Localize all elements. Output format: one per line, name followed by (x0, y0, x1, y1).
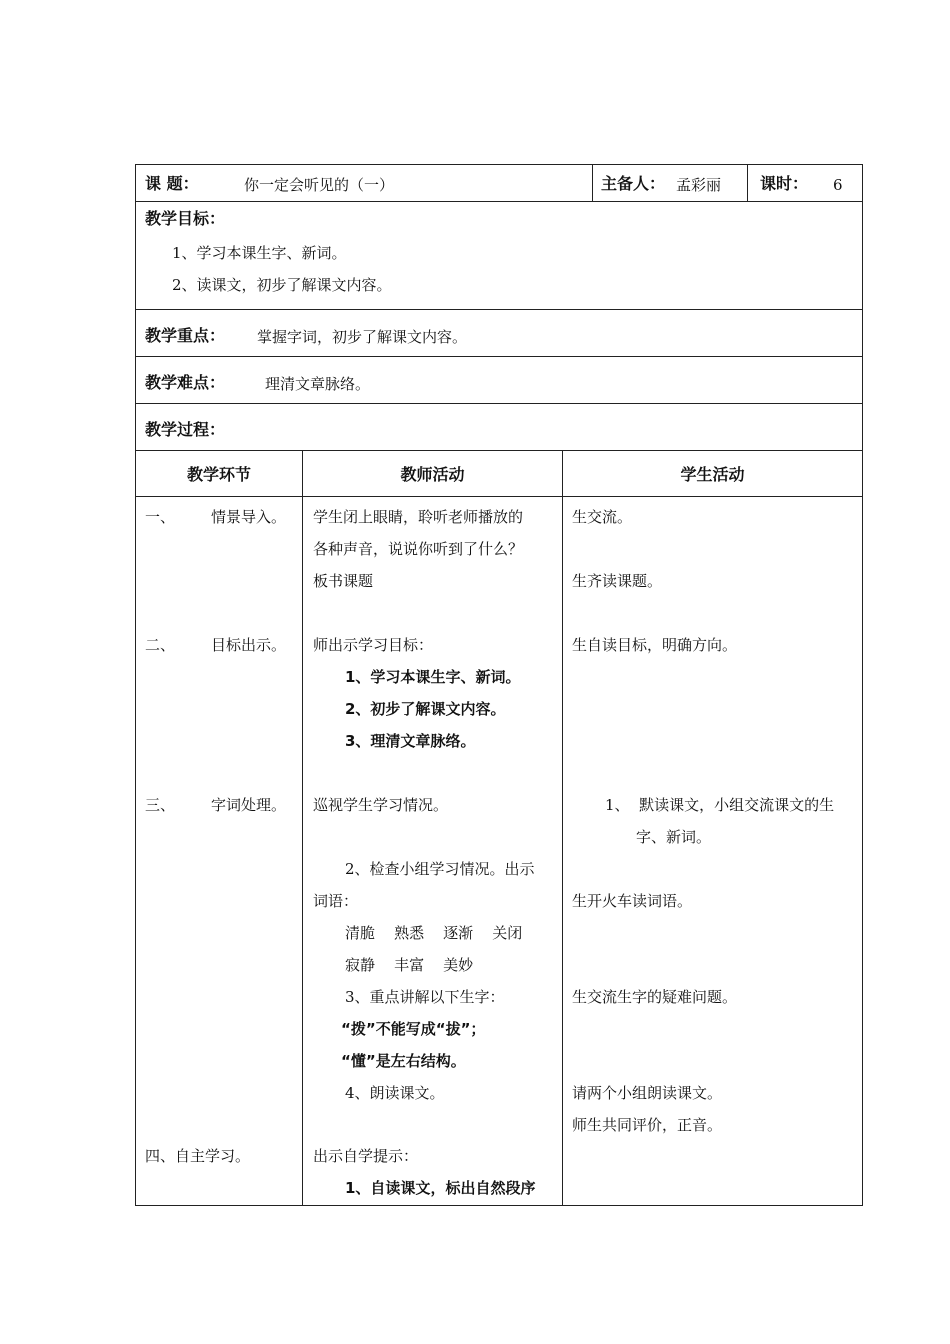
topic-label: 课 题： (145, 174, 199, 193)
key-points-label: 教学重点： (145, 326, 226, 345)
goal-item: 1、学习本课生字、新词。 (172, 244, 347, 262)
teacher-activity-line: 巡视学生学习情况。 (313, 796, 449, 814)
student-activity-line: 生交流。 (572, 508, 633, 526)
col-divider-period (747, 164, 748, 201)
student-activity-line: 生齐读课题。 (572, 572, 663, 590)
col-divider-stage (302, 450, 303, 1206)
teacher-activity-line: 2、检查小组学习情况。出示 (345, 860, 535, 878)
row-divider-process (135, 450, 863, 451)
column-header-stage: 教学环节 (186, 465, 251, 484)
goals-label: 教学目标： (145, 209, 226, 228)
student-activity-line: 生自读目标，明确方向。 (572, 636, 738, 654)
stage-name: 目标出示。 (211, 636, 287, 654)
row-divider-key (135, 356, 863, 357)
row-divider-columns (135, 496, 863, 497)
row-divider-difficult (135, 403, 863, 404)
vocabulary-words: 寂静 丰富 美妙 (345, 956, 474, 974)
process-label: 教学过程： (145, 420, 226, 439)
teacher-activity-line: 学生闭上眼睛，聆听老师播放的 (313, 508, 524, 526)
student-activity-line: 生交流生字的疑难问题。 (572, 988, 738, 1006)
stage-number: 二、 (145, 636, 176, 654)
row-divider-goals (135, 309, 863, 310)
goal-item: 2、读课文，初步了解课文内容。 (172, 276, 392, 294)
stage-number: 一、 (145, 508, 176, 526)
stage-name: 字词处理。 (211, 796, 287, 814)
vocabulary-words: 清脆 熟悉 逐渐 关闭 (345, 924, 523, 942)
preparer-value: 孟彩丽 (676, 176, 722, 194)
col-divider-teacher (562, 450, 563, 1206)
teacher-activity-line: 出示自学提示： (313, 1147, 419, 1165)
column-header-teacher: 教师活动 (400, 465, 465, 484)
student-activity-line: 师生共同评价，正音。 (572, 1116, 723, 1134)
period-value: 6 (833, 176, 843, 194)
student-activity-line: 字、新词。 (636, 828, 712, 846)
stage-number: 三、 (145, 796, 176, 814)
teacher-activity-line: 师出示学习目标： (313, 636, 434, 654)
period-label: 课时： (760, 174, 809, 193)
stage-name: 情景导入。 (211, 508, 287, 526)
row-divider-header (135, 201, 863, 202)
column-header-student: 学生活动 (680, 465, 745, 484)
stage-name: 四、自主学习。 (145, 1147, 251, 1165)
col-divider-preparer (592, 164, 593, 201)
topic-value: 你一定会听见的（一） (244, 176, 395, 194)
teacher-activity-line: 词语： (313, 892, 359, 910)
teacher-activity-line: 2、初步了解课文内容。 (345, 700, 506, 718)
teacher-activity-line: 板书课题 (313, 572, 374, 590)
student-activity-line: 1、 默读课文，小组交流课文的生 (605, 796, 835, 814)
student-activity-line: 请两个小组朗读课文。 (572, 1084, 723, 1102)
teacher-activity-line: 各种声音，说说你听到了什么？ (313, 540, 524, 558)
difficult-points-label: 教学难点： (145, 373, 226, 392)
teacher-activity-line: 4、朗读课文。 (345, 1084, 445, 1102)
teacher-activity-line: “拨”不能写成“拔”； (341, 1020, 486, 1038)
difficult-points-value: 理清文章脉络。 (265, 375, 371, 393)
teacher-activity-line: “懂”是左右结构。 (341, 1052, 466, 1070)
teacher-activity-line: 1、学习本课生字、新词。 (345, 668, 521, 686)
key-points-value: 掌握字词，初步了解课文内容。 (257, 328, 468, 346)
student-activity-line: 生开火车读词语。 (572, 892, 693, 910)
teacher-activity-line: 3、重点讲解以下生字： (345, 988, 505, 1006)
teacher-activity-line: 1、自读课文，标出自然段序 (345, 1179, 536, 1197)
teacher-activity-line: 3、理清文章脉络。 (345, 732, 476, 750)
preparer-label: 主备人： (601, 174, 666, 193)
